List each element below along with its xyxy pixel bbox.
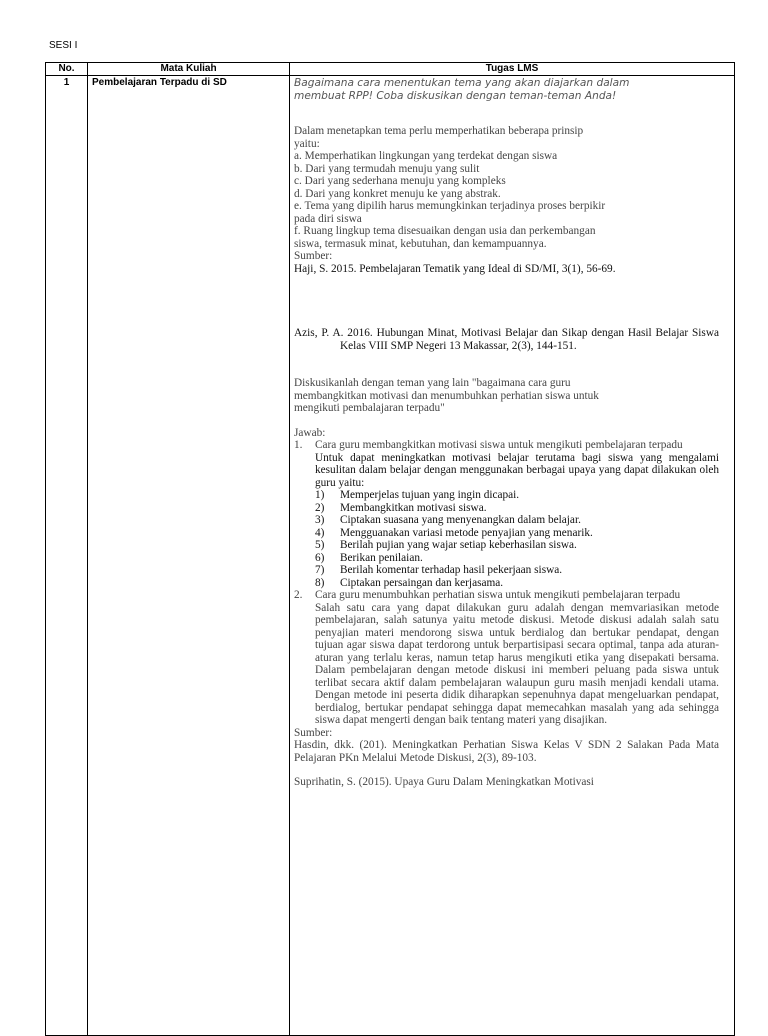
list-item: 5) Berilah pujian yang wajar setiap keberhasilan siswa. bbox=[315, 539, 577, 551]
header-course: Mata Kuliah bbox=[88, 63, 290, 76]
reference-3: Hasdin, dkk. (201). Meningkatkan Perhatian Siswa Kelas V SDN 2 Salakan Pada Mata Pelajaran PKn Melalui Metode Diskusi, 2(3), 89-103. bbox=[294, 739, 719, 764]
list-item: c. Dari yang sederhana menuju yang kompleks bbox=[294, 175, 506, 187]
header-no: No. bbox=[46, 63, 88, 76]
lms-task-table bbox=[45, 62, 735, 1036]
list-item: siswa, termasuk minat, kebutuhan, dan kemampuannya. bbox=[294, 237, 547, 250]
list-item: f. Ruang lingkup tema disesuaikan dengan usia dan perkembangan bbox=[294, 225, 596, 237]
list-item: 7) Berilah komentar terhadap hasil pekerjaan siswa. bbox=[315, 564, 563, 576]
item-1-title: Cara guru membangkitkan motivasi siswa untuk mengikuti pembelajaran terpadu bbox=[315, 439, 683, 451]
answer-1-points bbox=[294, 150, 719, 250]
answer-label: Jawab: bbox=[294, 426, 326, 439]
list-item: d. Dari yang konkret menuju ke yang abstrak. bbox=[294, 187, 501, 200]
list-item: 4) Mengguanakan variasi metode penyajian yang menarik. bbox=[315, 526, 593, 539]
list-item: 2) Membangkitkan motivasi siswa. bbox=[315, 501, 487, 514]
list-item: 3) Ciptakan suasana yang menyenangkan dalam belajar. bbox=[315, 514, 581, 526]
item-2-body: Salah satu cara yang dapat dilakukan guru adalah dengan memvariasikan metode pembelajaran, salah satunya yaitu metode diskusi. Metode diskusi adalah salah satu penyajian materi mendorong siswa untuk berdialog dan bertukar pendapat, dengan tujuan agar siswa dapat terdorong untuk berpartisipasi secara optimal, tanpa ada aturan-aturan yang terlalu keras, namun tetap harus mengikuti etika yang disepakati bersama. Dalam pembelajaran dengan metode diskusi ini memberi peluang pada siswa untuk terlibat secara aktif dalam pembelajaran walaupun guru masih menjadi kendali utama. Dengan metode ini peserta didik diharapkan sepenuhnya dapat mengeluarkan pendapat, berdialog, bertukar pendapat sehingga dapat memecahkan masalah yang ada sehingga siswa dapat mengerti dengan baik tentang materi yang disajikan. bbox=[315, 601, 719, 726]
list-item: 1) Memperjelas tujuan yang ingin dicapai. bbox=[315, 489, 520, 501]
reference-4: Suprihatin, S. (2015). Upaya Guru Dalam Meningkatkan Motivasi bbox=[294, 776, 594, 788]
list-item: e. Tema yang dipilih harus memungkinkan terjadinya proses berpikir bbox=[294, 200, 606, 212]
source-label: Sumber: bbox=[294, 250, 333, 262]
header-task: Tugas LMS bbox=[290, 63, 735, 76]
question-2: Diskusikanlah dengan teman yang lain "bagaimana cara guru membangkitkan motivasi dan menumbuhkan perhatian siswa untuk mengikuti pembalajaran terpadu" bbox=[294, 377, 599, 414]
source-label: Sumber: bbox=[294, 726, 333, 739]
answer-1-intro: Dalam menetapkan tema perlu memperhatikan beberapa prinsip yaitu: bbox=[294, 125, 584, 150]
task-cell bbox=[290, 76, 735, 1036]
row-number: 1 bbox=[46, 76, 88, 1036]
session-label: SESI I bbox=[49, 40, 78, 51]
list-item: b. Dari yang termudah menuju yang sulit bbox=[294, 162, 480, 175]
course-name: Pembelajaran Terpadu di SD bbox=[88, 76, 290, 1036]
list-item: pada diri siswa bbox=[294, 212, 362, 225]
item-1-content bbox=[294, 452, 719, 590]
reference-1: Haji, S. 2015. Pembelajaran Tematik yang Ideal di SD/MI, 3(1), 56-69. bbox=[294, 262, 616, 275]
reference-2: Azis, P. A. 2016. Hubungan Minat, Motivasi Belajar dan Sikap dengan Hasil Belajar Siswa Kelas VIII SMP Negeri 13 Makassar, 2(3), 144-151. bbox=[294, 327, 719, 352]
table-header-row bbox=[46, 63, 735, 76]
table-row bbox=[46, 76, 735, 1036]
list-item: 2. Cara guru menumbuhkan perhatian siswa untuk mengikuti pembelajaran terpadu bbox=[294, 589, 719, 602]
list-item: 6) Berikan penilaian. bbox=[315, 551, 423, 564]
item-1-body: Untuk dapat meningkatkan motivasi belajar terutama bagi siswa yang mengalami kesulitan dalam belajar dengan menggunakan berbagai upaya yang dapat dilakukan oleh guru yaitu: bbox=[315, 451, 719, 489]
question-1: Bagaimana cara menentukan tema yang akan diajarkan dalam membuat RPP! Coba diskusikan dengan teman-teman Anda! bbox=[294, 77, 630, 102]
item-2-title: Cara guru menumbuhkan perhatian siswa untuk mengikuti pembelajaran terpadu bbox=[315, 589, 681, 601]
list-item: 1. Cara guru membangkitkan motivasi siswa untuk mengikuti pembelajaran terpadu bbox=[294, 439, 719, 452]
list-item: a. Memperhatikan lingkungan yang terdekat dengan siswa bbox=[294, 150, 558, 162]
list-item: 8) Ciptakan persaingan dan kerjasama. bbox=[315, 576, 504, 589]
